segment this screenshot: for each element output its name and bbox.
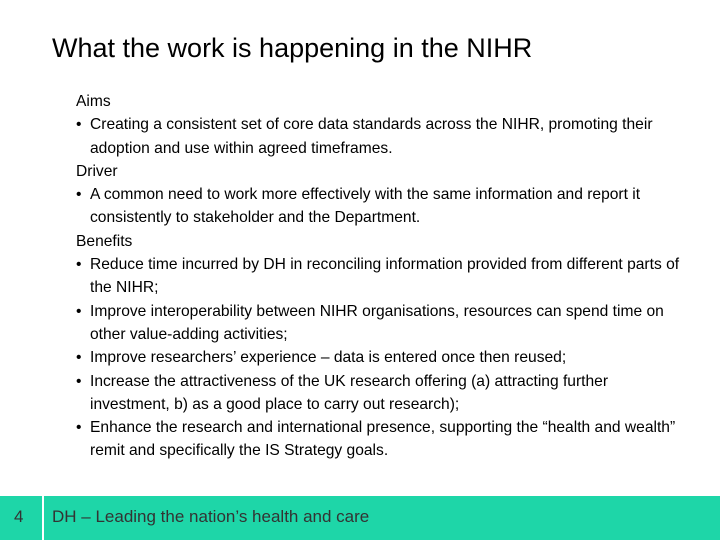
bullet-icon: • bbox=[76, 186, 82, 204]
bullet-icon: • bbox=[76, 116, 82, 134]
bullet-icon: • bbox=[76, 256, 82, 274]
slide-title: What the work is happening in the NIHR bbox=[52, 33, 533, 63]
driver-bullet bbox=[76, 183, 686, 230]
benefits-heading: Benefits bbox=[76, 232, 133, 250]
aims-bullet bbox=[76, 113, 686, 160]
benefits-bullet bbox=[76, 416, 686, 463]
bullet-text: Improve researchers’ experience – data is entered once then reused; bbox=[90, 349, 567, 367]
benefits-bullet bbox=[76, 346, 686, 369]
bullet-icon: • bbox=[76, 302, 82, 320]
bullet-icon: • bbox=[76, 419, 82, 437]
benefits-bullet bbox=[76, 300, 686, 347]
page-number: 4 bbox=[14, 507, 24, 526]
footer-bar bbox=[0, 496, 720, 540]
driver-heading: Driver bbox=[76, 162, 118, 180]
bullet-text: Reduce time incurred by DH in reconciling information provided from different parts of the NIHR; bbox=[90, 256, 680, 297]
bullet-text: Increase the attractiveness of the UK research offering (a) attracting further investment, b) as a good place to carry out research); bbox=[90, 372, 609, 413]
bullet-icon: • bbox=[76, 372, 82, 390]
bullet-text: Creating a consistent set of core data standards across the NIHR, promoting their adoption and use within agreed timeframes. bbox=[90, 116, 653, 157]
bullet-text: Enhance the research and international presence, supporting the “health and wealth” remit and specifically the IS Strategy goals. bbox=[90, 419, 676, 460]
bullet-text: Improve interoperability between NIHR organisations, resources can spend time on other value-adding activities; bbox=[90, 302, 664, 343]
benefits-bullet bbox=[76, 370, 686, 417]
aims-heading: Aims bbox=[76, 93, 111, 110]
footer-divider bbox=[42, 496, 44, 540]
footer-tagline: DH – Leading the nation’s health and care bbox=[52, 507, 370, 526]
bullet-icon: • bbox=[76, 349, 82, 367]
slide-body bbox=[76, 90, 686, 463]
bullet-text: A common need to work more effectively with the same information and report it consistently to stakeholder and the Department. bbox=[90, 186, 641, 227]
benefits-bullet bbox=[76, 253, 686, 300]
